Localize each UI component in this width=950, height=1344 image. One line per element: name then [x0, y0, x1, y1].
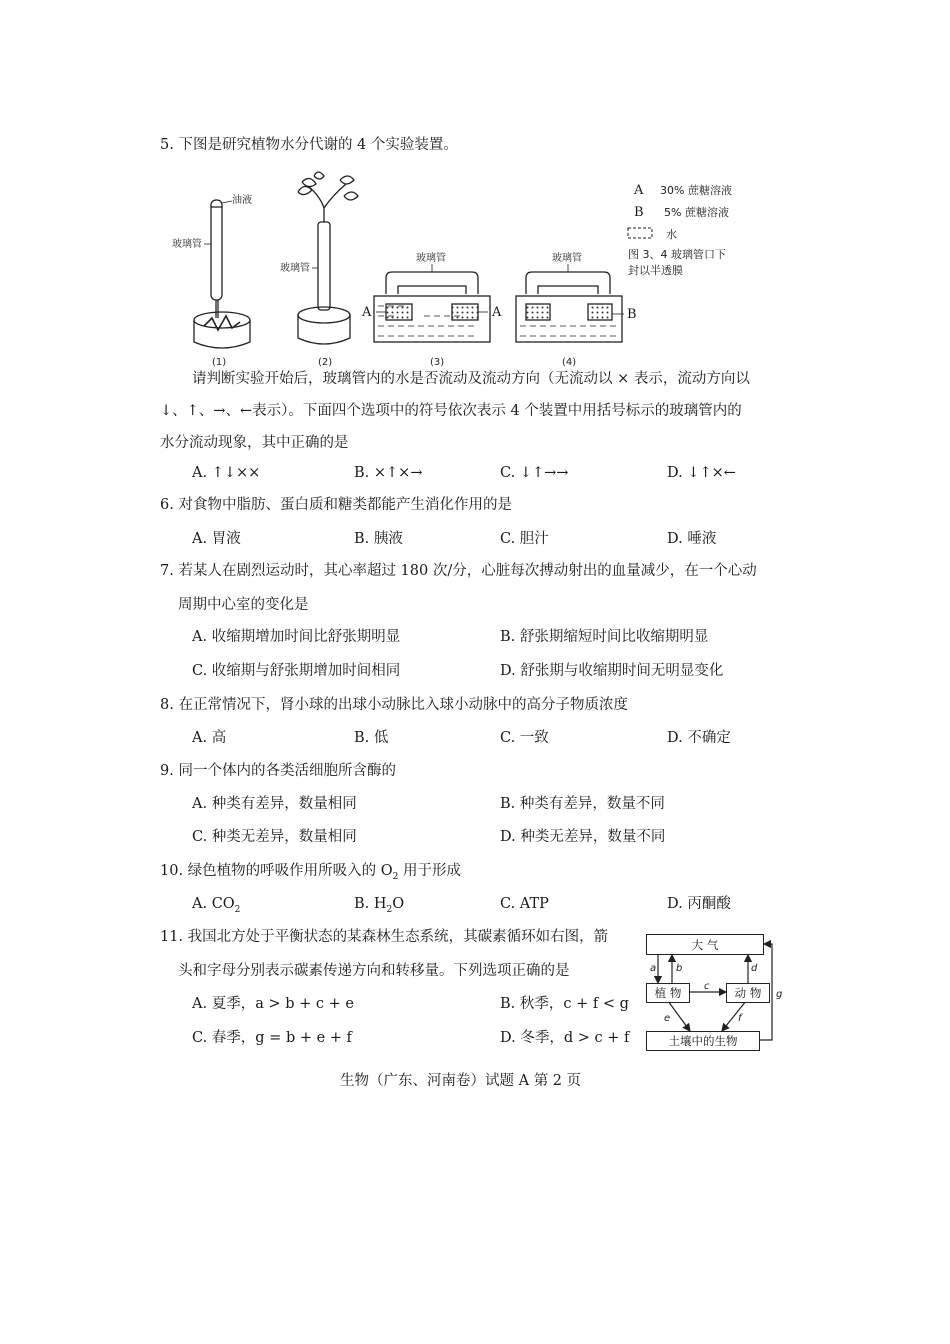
- q5-option-a: A. ↑↓××: [192, 465, 261, 481]
- legend-a-text: 30% 蔗糖溶液: [660, 184, 732, 197]
- label-b-right: B: [627, 307, 637, 322]
- arrow-label-a: a: [650, 963, 657, 974]
- figure-number-2: (2): [318, 357, 333, 368]
- q8-title: 8. 在正常情况下，肾小球的出球小动脉比入球小动脉中的高分子物质浓度: [160, 697, 628, 713]
- q9-option-b: B. 种类有差异，数量不同: [500, 796, 665, 812]
- q5-option-c: C. ↓↑→→: [500, 465, 569, 481]
- legend-water-text: 水: [666, 228, 677, 241]
- page-footer: 生物（广东、河南卷）试题 A 第 2 页: [340, 1073, 582, 1089]
- arrow-label-b: b: [676, 963, 683, 974]
- arrow-label-f: f: [738, 1013, 742, 1024]
- legend-note-1: 图 3、4 玻璃管口下: [628, 248, 726, 261]
- q6-option-a: A. 胃液: [192, 531, 241, 547]
- q10-option-d: D. 丙酮酸: [667, 896, 731, 912]
- legend-a-mark: A: [634, 183, 644, 198]
- label-tube-1: 玻璃管: [172, 239, 202, 250]
- q11-option-d: D. 冬季，d > c + f: [500, 1030, 630, 1046]
- legend-b-mark: B: [634, 205, 644, 220]
- q6-option-c: C. 胆汁: [500, 531, 549, 547]
- q11-option-a: A. 夏季，a > b + c + e: [192, 996, 354, 1012]
- q11-option-c: C. 春季，g = b + e + f: [192, 1030, 352, 1046]
- node-plant: 植 物: [646, 983, 690, 1003]
- figure-number-1: (1): [212, 357, 227, 368]
- label-a-left: A: [362, 305, 372, 320]
- q5-body-line-2: ↓、↑、→、←表示）。下面四个选项中的符号依次表示 4 个装置中用括号标示的玻璃管内的: [160, 403, 742, 419]
- q8-option-a: A. 高: [192, 730, 227, 746]
- q9-title: 9. 同一个体内的各类活细胞所含酶的: [160, 763, 396, 779]
- q9-option-c: C. 种类无差异，数量相同: [192, 829, 357, 845]
- label-tube-2: 玻璃管: [280, 263, 310, 274]
- q6-option-b: B. 胰液: [354, 531, 403, 547]
- q7-title: 7. 若某人在剧烈运动时，其心率超过 180 次/分，心脏每次搏动射出的血量减少，在一个心动: [160, 563, 757, 579]
- legend-note-2: 封以半透膜: [628, 264, 683, 277]
- q11-option-b: B. 秋季，c + f < g: [500, 996, 629, 1012]
- q8-option-b: B. 低: [354, 730, 389, 746]
- label-a-right: A: [492, 305, 502, 320]
- figure-number-3: (3): [430, 357, 445, 368]
- arrow-label-g: g: [776, 989, 783, 1000]
- node-animal: 动 物: [726, 983, 770, 1003]
- figure-number-4: (4): [562, 357, 577, 368]
- arrow-label-c: c: [704, 981, 710, 992]
- arrow-label-d: d: [751, 963, 758, 974]
- q10-option-a: A. $CO_2$: [192, 896, 241, 915]
- label-oil: 油液: [232, 195, 252, 206]
- legend-b-text: 5% 蔗糖溶液: [664, 206, 729, 219]
- q5-body-line-1: 请判断实验开始后，玻璃管内的水是否流动及流动方向（无流动以 × 表示，流动方向以: [192, 371, 750, 387]
- node-atmosphere: 大 气: [646, 934, 764, 955]
- q10-option-b: B. $H_2O$: [354, 896, 405, 915]
- q11-title: 11. 我国北方处于平衡状态的某森林生态系统，其碳素循环如右图，箭: [160, 929, 609, 945]
- q9-option-d: D. 种类无差异，数量不同: [500, 829, 666, 845]
- q11-title-line-2: 头和字母分别表示碳素传递方向和转移量。下列选项正确的是: [178, 963, 570, 979]
- q9-option-a: A. 种类有差异，数量相同: [192, 796, 357, 812]
- label-tube-3: 玻璃管: [416, 253, 446, 264]
- arrow-label-e: e: [664, 1013, 671, 1024]
- q8-option-c: C. 一致: [500, 730, 549, 746]
- q10-subscript: 2: [392, 871, 399, 882]
- q5-body-line-3: 水分流动现象，其中正确的是: [160, 435, 349, 451]
- q8-option-d: D. 不确定: [667, 730, 731, 746]
- q7-title-line-2: 周期中心室的变化是: [178, 597, 309, 613]
- q7-option-a: A. 收缩期增加时间比舒张期明显: [192, 629, 401, 645]
- q6-option-d: D. 唾液: [667, 531, 717, 547]
- q5-option-b: B. ×↑×→: [354, 465, 423, 481]
- q10-option-c: C. ATP: [500, 896, 549, 912]
- label-tube-4: 玻璃管: [552, 253, 582, 264]
- q10-title: 10. 绿色植物的呼吸作用所吸入的 $O_2$ 用于形成: [160, 863, 462, 882]
- node-soil-organisms: 土壤中的生物: [646, 1031, 760, 1051]
- q7-option-d: D. 舒张期与收缩期时间无明显变化: [500, 663, 724, 679]
- q5-title: 5. 下图是研究植物水分代谢的 4 个实验装置。: [160, 137, 458, 153]
- q6-title: 6. 对食物中脂肪、蛋白质和糖类都能产生消化作用的是: [160, 497, 512, 513]
- q7-option-b: B. 舒张期缩短时间比收缩期明显: [500, 629, 709, 645]
- q5-option-d: D. ↓↑×←: [667, 465, 736, 481]
- q7-option-c: C. 收缩期与舒张期增加时间相同: [192, 663, 401, 679]
